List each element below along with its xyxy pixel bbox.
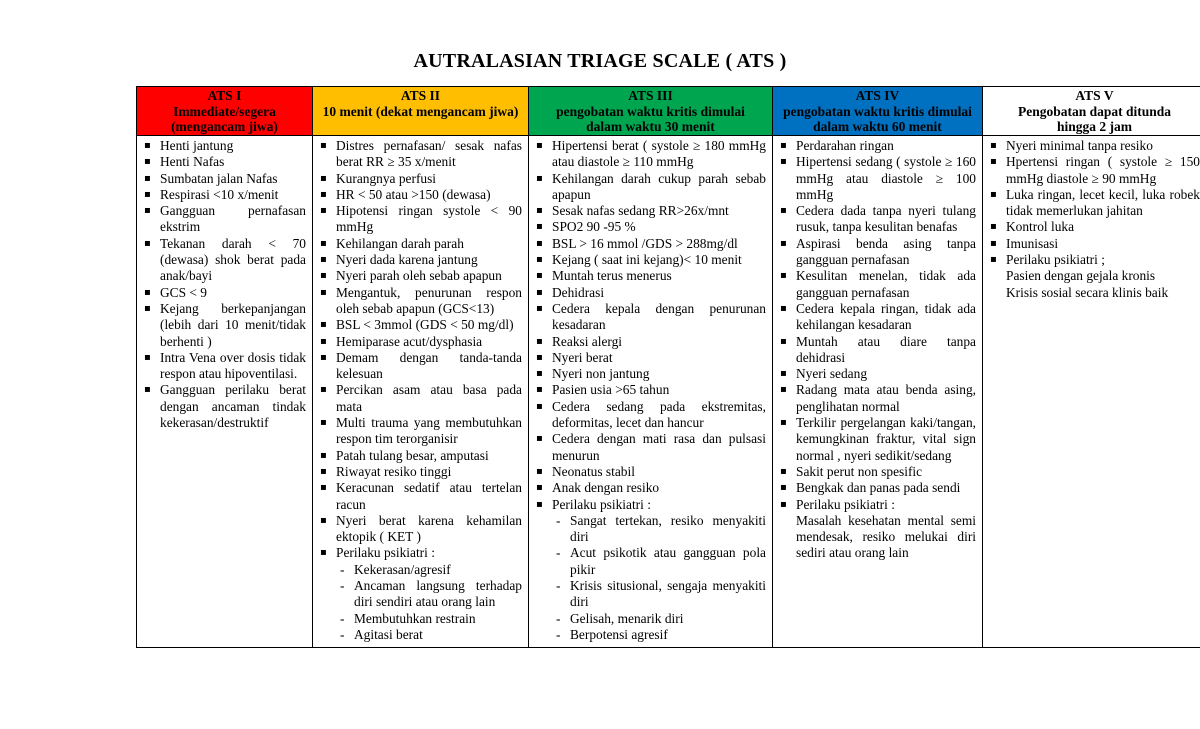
list-item: ▪ Riwayat resiko tinggi [319,464,522,480]
ats-1-desc-line-2: (mengancam jiwa) [171,119,278,134]
sub-list-item: - Berpotensi agresif [535,627,766,643]
list-item: ▪ Kejang berkepanjangan (lebih dari 10 menit/tidak berhenti ) [143,301,306,350]
list-item: ▪ Gangguan pernafasan ekstrim [143,203,306,236]
list-item: ▪ Perilaku psikiatri : [535,497,766,513]
list-item: ▪ Nyeri sedang [779,366,976,382]
list-item: ▪ Gangguan perilaku berat dengan ancaman tindak kekerasan/destruktif [143,382,306,431]
list-item: ▪ Kehilangan darah cukup parah sebab apapun [535,171,766,204]
list-item: ▪ Tekanan darah < 70 (dewasa) shok berat pada anak/bayi [143,236,306,285]
list-item: ▪ Muntah atau diare tanpa dehidrasi [779,334,976,367]
sub-list-item: - Gelisah, menarik diri [535,611,766,627]
list-item: ▪ Neonatus stabil [535,464,766,480]
list-item: ▪ Kejang ( saat ini kejang)< 10 menit [535,252,766,268]
list-item: ▪ Respirasi <10 x/menit [143,187,306,203]
list-item-text: Krisis sosial secara klinis baik [1006,284,1169,300]
content-row [137,136,1200,648]
list-item: ▪ Kontrol luka [989,219,1200,235]
list-item: ▪ Nyeri dada karena jantung [319,252,522,268]
ats-1-criteria-list [143,138,306,431]
page-title: AUTRALASIAN TRIAGE SCALE ( ATS ) [413,50,787,72]
list-item: ▪ Multi trauma yang membutuhkan respon tim terorganisir [319,415,522,448]
list-item: ▪ Cedera kepala ringan, tidak ada kehilangan kesadaran [779,301,976,334]
sub-list-item: - Acut psikotik atau gangguan pola pikir [535,545,766,578]
ats-4-criteria-list [779,138,976,562]
list-item: ▪ Nyeri berat karena kehamilan ektopik ( KET ) [319,513,522,546]
list-item: ▪ Hipertensi sedang ( systole ≥ 160 mmHg atau diastole ≥ 100 mmHg [779,154,976,203]
list-item: ▪ Sumbatan jalan Nafas [143,171,306,187]
ats-5-desc-line-1: Pengobatan dapat ditunda [1017,103,1172,119]
list-item-text: Pasien dengan gejala kronis [1006,268,1156,284]
list-item: ▪ Nyeri parah oleh sebab apapun [319,268,522,284]
ats-1-name: ATS I [207,88,242,103]
header-ats-2 [313,87,529,136]
column-ats-5 [983,136,1200,648]
list-item: ▪ Cedera kepala dengan penurunan kesadaran [535,301,766,334]
list-item: ▪ Patah tulang besar, amputasi [319,448,522,464]
list-item: ▪ Kesulitan menelan, tidak ada gangguan pernafasan [779,268,976,301]
list-item: ▪ SPO2 90 -95 % [535,219,766,235]
header-ats-4 [773,87,983,136]
list-item: ▪ Cedera sedang pada ekstremitas, deformitas, lecet dan hancur [535,399,766,432]
ats-1-desc-line-1: Immediate/segera [173,103,276,119]
list-item: ▪ Kurangnya perfusi [319,171,522,187]
ats-3-desc-line-1: pengobatan waktu kritis dimulai [556,103,745,119]
sub-list-item: - Agitasi berat [319,627,522,643]
list-item: ▪ Hemiparase acut/dysphasia [319,334,522,350]
header-ats-1 [137,87,313,136]
sub-list-item: - Krisis situsional, sengaja menyakiti diri [535,578,766,611]
list-item: ▪ Percikan asam atau basa pada mata [319,382,522,415]
list-item: ▪ Radang mata atau benda asing, penglihatan normal [779,382,976,415]
ats-4-desc-line-1: pengobatan waktu kritis dimulai [783,103,972,119]
ats-2-desc-line-1: 10 menit (dekat mengancam jiwa) [322,103,519,119]
list-item: ▪ Dehidrasi [535,285,766,301]
list-item: ▪ Sesak nafas sedang RR>26x/mnt [535,203,766,219]
list-item: ▪ Nyeri berat [535,350,766,366]
sub-list-item: - Kekerasan/agresif [319,562,522,578]
list-item: ▪ Aspirasi benda asing tanpa gangguan pernafasan [779,236,976,269]
list-item: ▪ Anak dengan resiko [535,480,766,496]
list-item: ▪ Reaksi alergi [535,334,766,350]
sub-list-item: - Ancaman langsung terhadap diri sendiri atau orang lain [319,578,522,611]
ats-4-desc-line-2: dalam waktu 60 menit [813,119,942,134]
list-item: ▪ Perdarahan ringan [779,138,976,154]
list-item: ▪ Perilaku psikiatri : [779,497,976,513]
list-item: ▪ BSL < 3mmol (GDS < 50 mg/dl) [319,317,522,333]
list-item: ▪ GCS < 9 [143,285,306,301]
list-item: ▪ Imunisasi [989,236,1200,252]
header-row [137,87,1200,136]
ats-5-desc-line-2: hingga 2 jam [1056,119,1132,134]
list-item: ▪ Hipertensi berat ( systole ≥ 180 mmHg atau diastole ≥ 110 mmHg [535,138,766,171]
list-item: ▪ Terkilir pergelangan kaki/tangan, kemungkinan fraktur, vital sign normal , nyeri sedikit/sedang [779,415,976,464]
ats-5-name: ATS V [1075,88,1114,103]
list-item: ▪ Henti jantung [143,138,306,154]
ats-4-name: ATS IV [855,88,900,103]
header-ats-5 [983,87,1200,136]
list-item: ▪ BSL > 16 mmol /GDS > 288mg/dl [535,236,766,252]
column-ats-2 [313,136,529,648]
list-item-text: Masalah kesehatan mental semi mendesak, resiko melukai diri sediri atau orang lain [796,512,976,561]
list-item: ▪ Intra Vena over dosis tidak respon atau hipoventilasi. [143,350,306,383]
sub-list-item: - Sangat tertekan, resiko menyakiti diri [535,513,766,546]
list-item: ▪ Hpertensi ringan ( systole ≥ 150 mmHg diastole ≥ 90 mmHg [989,154,1200,187]
list-item: ▪ Sakit perut non spesific [779,464,976,480]
list-item: ▪ Nyeri minimal tanpa resiko [989,138,1200,154]
list-item: ▪ Cedera dada tanpa nyeri tulang rusuk, tanpa kesulitan benafas [779,203,976,236]
list-item: ▪ Pasien usia >65 tahun [535,382,766,398]
list-item: ▪ HR < 50 atau >150 (dewasa) [319,187,522,203]
list-item: ▪ Mengantuk, penurunan respon oleh sebab apapun (GCS<13) [319,285,522,318]
list-item: ▪ Keracunan sedatif atau tertelan racun [319,480,522,513]
list-item: ▪ Luka ringan, lecet kecil, luka robek tidak memerlukan jahitan [989,187,1200,220]
ats-3-name: ATS III [628,88,673,103]
list-item: ▪ Nyeri non jantung [535,366,766,382]
sub-list-item: - Membutuhkan restrain [319,611,522,627]
column-ats-3 [529,136,773,648]
column-ats-4 [773,136,983,648]
ats-2-name: ATS II [400,88,441,103]
list-item: ▪ Bengkak dan panas pada sendi [779,480,976,496]
list-item: ▪ Demam dengan tanda-tanda kelesuan [319,350,522,383]
list-item: ▪ Muntah terus menerus [535,268,766,284]
list-item: ▪ Perilaku psikiatri : [319,545,522,561]
list-item: ▪ Henti Nafas [143,154,306,170]
ats-3-criteria-list [535,138,766,643]
list-item: ▪ Kehilangan darah parah [319,236,522,252]
ats-3-desc-line-2: dalam waktu 30 menit [586,119,715,134]
ats-2-criteria-list [319,138,522,643]
ats-5-criteria-list [989,138,1200,301]
list-item: ▪ Cedera dengan mati rasa dan pulsasi menurun [535,431,766,464]
list-item: ▪ Perilaku psikiatri ; [989,252,1200,268]
list-item: ▪ Distres pernafasan/ sesak nafas berat RR ≥ 35 x/menit [319,138,522,171]
column-ats-1 [137,136,313,648]
ats-table [136,86,1200,648]
list-item: ▪ Hipotensi ringan systole < 90 mmHg [319,203,522,236]
header-ats-3 [529,87,773,136]
